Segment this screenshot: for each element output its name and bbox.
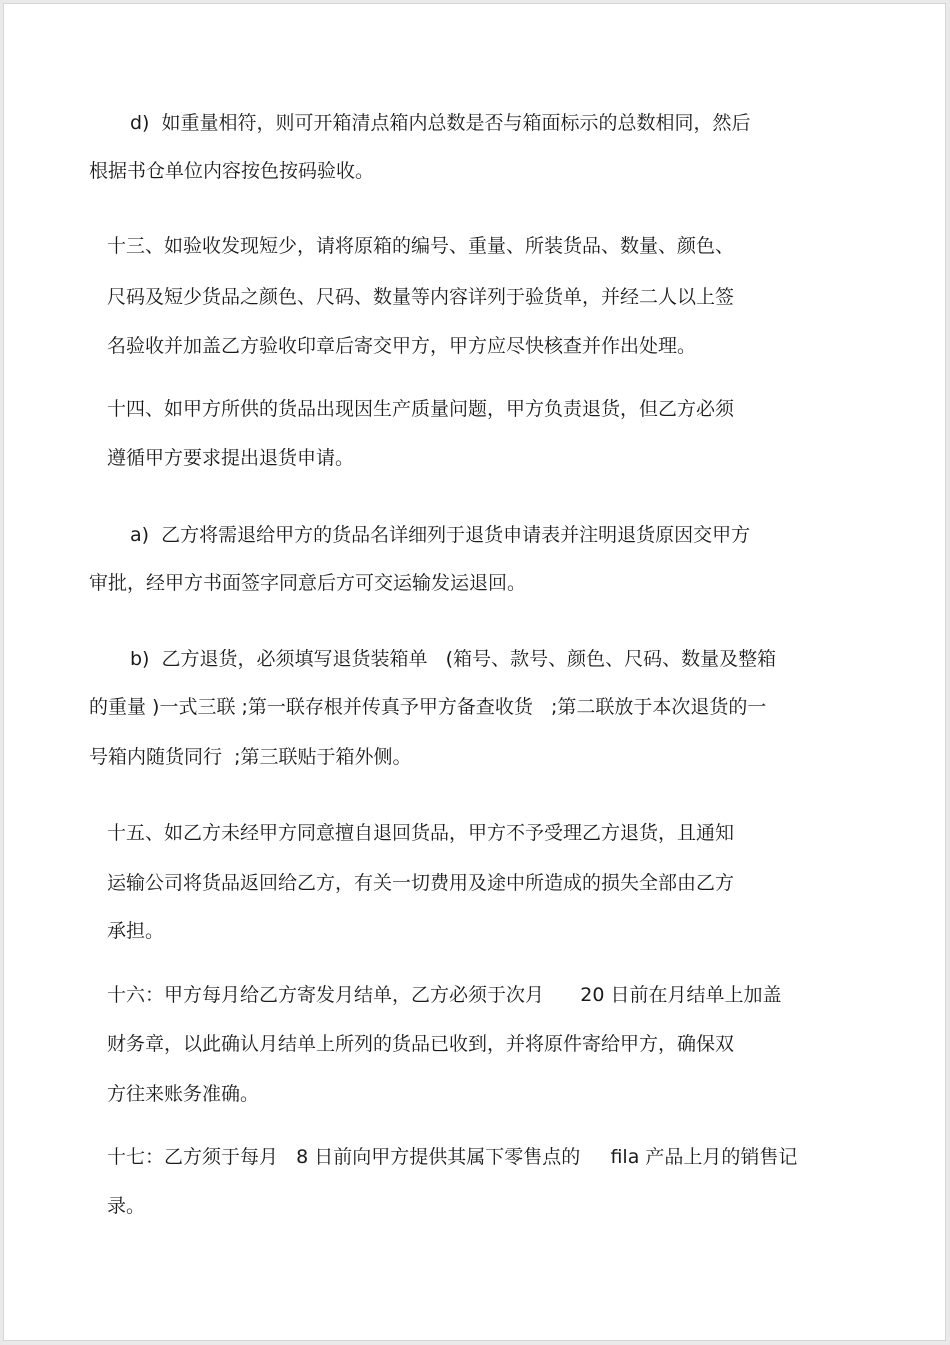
clause-17-line-2: 录。 [107, 1195, 146, 1217]
clause-14b-line-2: 的重量 )一式三联 ;第一联存根并传真予甲方备查收货 ;第二联放于本次退货的一 [89, 696, 767, 718]
clause-14-line-2: 遵循甲方要求提出退货申请。 [107, 447, 355, 469]
clause-17-line-1: 十七：乙方须于每月 8 日前向甲方提供其属下零售点的 fila 产品上月的销售记 [107, 1146, 798, 1168]
clause-14a-line-1: a) 乙方将需退给甲方的货品名详细列于退货申请表并注明退货原因交甲方 [130, 524, 751, 546]
clause-14a-line-2: 审批，经甲方书面签字同意后方可交运输发运退回。 [89, 572, 527, 594]
clause-14b-line-3: 号箱内随货同行 ;第三联贴于箱外侧。 [89, 746, 412, 768]
clause-16-line-2: 财务章，以此确认月结单上所列的货品已收到，并将原件寄给甲方，确保双 [107, 1033, 735, 1055]
clause-15-line-2: 运输公司将货品返回给乙方，有关一切费用及途中所造成的损失全部由乙方 [107, 872, 735, 894]
clause-15-line-1: 十五、如乙方未经甲方同意擅自退回货品，甲方不予受理乙方退货，且通知 [107, 822, 735, 844]
clause-14b-line-1: b) 乙方退货，必须填写退货装箱单 (箱号、款号、颜色、尺码、数量及整箱 [130, 648, 777, 670]
clause-12d-line-1: d) 如重量相符，则可开箱清点箱内总数是否与箱面标示的总数相同，然后 [130, 112, 751, 134]
clause-16-line-3: 方往来账务准确。 [107, 1083, 260, 1105]
clause-13-line-3: 名验收并加盖乙方验收印章后寄交甲方，甲方应尽快核查并作出处理。 [107, 335, 697, 357]
clause-15-line-3: 承担。 [107, 920, 165, 942]
clause-12d-line-2: 根据书仓单位内容按色按码验收。 [89, 160, 375, 182]
clause-13-line-1: 十三、如验收发现短少，请将原箱的编号、重量、所装货品、数量、颜色、 [107, 235, 735, 257]
clause-16-line-1: 十六：甲方每月给乙方寄发月结单，乙方必须于次月 20 日前在月结单上加盖 [107, 984, 782, 1006]
clause-13-line-2: 尺码及短少货品之颜色、尺码、数量等内容详列于验货单，并经二人以上签 [107, 286, 735, 308]
document-page [3, 3, 946, 1341]
clause-14-line-1: 十四、如甲方所供的货品出现因生产质量问题，甲方负责退货，但乙方必须 [107, 398, 735, 420]
